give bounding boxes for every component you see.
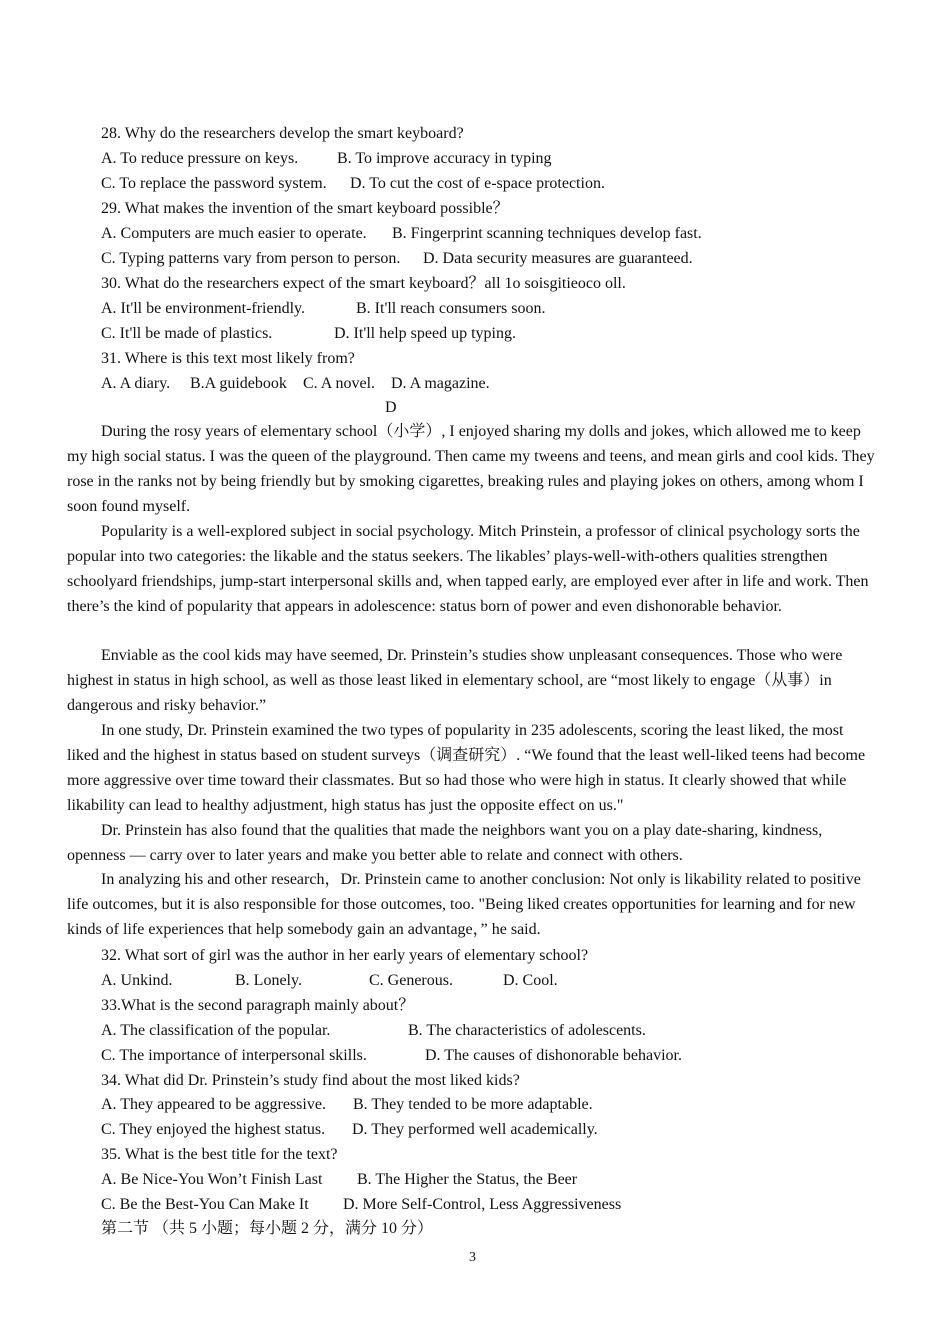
q28-option-d: D. To cut the cost of e-space protection.	[350, 175, 605, 192]
question-30-options-cd	[101, 324, 516, 344]
q29-option-d: D. Data security measures are guaranteed.	[423, 250, 693, 267]
q28-option-a: A. To reduce pressure on keys.	[101, 150, 299, 167]
q30-option-b: B. It'll reach consumers soon.	[356, 300, 546, 317]
q34-option-d: D. They performed well academically.	[352, 1121, 598, 1138]
question-29-options-ab	[101, 224, 702, 244]
q30-option-d: D. It'll help speed up typing.	[334, 325, 516, 342]
q32-option-a: A. Unkind.	[101, 972, 173, 989]
section-two-heading: 第二节 （共 5 小题；每小题 2 分，满分 10 分）	[101, 1220, 434, 1237]
question-34-options-cd	[101, 1120, 598, 1140]
q28-option-b: B. To improve accuracy in typing	[337, 150, 552, 167]
q31-option-d: D. A magazine.	[391, 375, 490, 392]
question-29: 29. What makes the invention of the smart keyboard possible？	[101, 200, 509, 217]
question-34-options-ab	[101, 1095, 593, 1115]
q33-option-a: A. The classification of the popular.	[101, 1022, 331, 1039]
question-30-options-ab	[101, 299, 546, 319]
q35-option-d: D. More Self-Control, Less Aggressiveness	[343, 1196, 622, 1213]
page-number: 3	[469, 1250, 476, 1265]
question-33-options-cd	[101, 1046, 682, 1066]
q30-option-a: A. It'll be environment-friendly.	[101, 300, 306, 317]
passage-paragraph-4: In one study, Dr. Prinstein examined the two types of popularity in 235 adolescents, scoring the least liked, the most liked and the highest in status based on student surveys（调查研究）. “We found that the least well-liked teens had become more aggressive over time toward their classmates. But so had those who were high in status. It clearly showed that while likability can lead to healthy adjustment, high status has just the opposite effect on us."	[67, 722, 866, 814]
q29-option-b: B. Fingerprint scanning techniques develop fast.	[392, 225, 702, 242]
q32-option-b: B. Lonely.	[235, 972, 302, 989]
q29-option-c: C. Typing patterns vary from person to person.	[101, 250, 401, 267]
section-letter: D	[385, 399, 397, 416]
question-31: 31. Where is this text most likely from?	[101, 350, 355, 367]
passage-paragraph-1: During the rosy years of elementary school（小学）, I enjoyed sharing my dolls and jokes, which allowed me to keep my high social status. I was the queen of the playground. Then came my tweens and teens, and mean girls and cool kids. They rose in the ranks not by being friendly but by smoking cigarettes, breaking rules and playing jokes on others, among whom I soon found myself.	[67, 423, 875, 515]
question-33-options-ab	[101, 1021, 646, 1041]
passage-paragraph-2: Popularity is a well-explored subject in social psychology. Mitch Prinstein, a professor of clinical psychology sorts the popular into two categories: the likable and the status seekers. The likables’ plays-well-with-others qualities strengthen schoolyard friendships, jump-start interpersonal skills and, when tapped early, are employed ever after in life and work. Then there’s the kind of popularity that appears in adolescence: status born of power and even dishonorable behavior.	[67, 523, 869, 615]
q35-option-b: B. The Higher the Status, the Beer	[357, 1171, 578, 1188]
q33-option-c: C. The importance of interpersonal skills.	[101, 1047, 367, 1064]
question-30: 30. What do the researchers expect of the smart keyboard？all 1o soisgitieoco oll.	[101, 275, 626, 292]
q34-option-c: C. They enjoyed the highest status.	[101, 1121, 326, 1138]
q35-option-a: A. Be Nice-You Won’t Finish Last	[101, 1171, 323, 1188]
q28-option-c: C. To replace the password system.	[101, 175, 327, 192]
q31-option-c: C. A novel.	[303, 375, 376, 392]
q35-option-c: C. Be the Best-You Can Make It	[101, 1196, 309, 1213]
q34-option-b: B. They tended to be more adaptable.	[353, 1096, 593, 1113]
q30-option-c: C. It'll be made of plastics.	[101, 325, 273, 342]
passage-paragraph-5: Dr. Prinstein has also found that the qualities that made the neighbors want you on a play date-sharing, kindness, openness — carry over to later years and make you better able to relate and connect with others.	[67, 822, 823, 864]
passage-paragraph-6: In analyzing his and other research，Dr. Prinstein came to another conclusion: Not only is likability related to positive life outcomes, but it is also responsible for those outcomes, too. "Being liked creates opportunities for learning and for new kinds of life experiences that help somebody gain an advantage，” he said.	[67, 871, 861, 938]
q31-option-a: A. A diary.	[101, 375, 171, 392]
passage-paragraph-3: Enviable as the cool kids may have seemed, Dr. Prinstein’s studies show unpleasant consequences. Those who were highest in status in high school, as well as those least liked in elementary school, are “most likely to engage（从事）in dangerous and risky behavior.”	[67, 647, 843, 714]
question-32-options	[101, 971, 558, 991]
q29-option-a: A. Computers are much easier to operate.	[101, 225, 367, 242]
question-28-options-ab	[101, 149, 552, 169]
q34-option-a: A. They appeared to be aggressive.	[101, 1096, 326, 1113]
question-35-options-ab	[101, 1170, 577, 1190]
question-35-options-cd	[101, 1195, 621, 1215]
question-32: 32. What sort of girl was the author in her early years of elementary school?	[101, 947, 589, 964]
question-29-options-cd	[101, 249, 693, 269]
q31-option-b: B.A guidebook	[190, 375, 287, 392]
q32-option-c: C. Generous.	[369, 972, 453, 989]
question-28: 28. Why do the researchers develop the smart keyboard?	[101, 125, 464, 142]
q33-option-b: B. The characteristics of adolescents.	[408, 1022, 646, 1039]
question-35: 35. What is the best title for the text?	[101, 1146, 338, 1163]
question-34: 34. What did Dr. Prinstein’s study find about the most liked kids?	[101, 1072, 520, 1089]
question-33: 33.What is the second paragraph mainly about？	[101, 997, 415, 1014]
q33-option-d: D. The causes of dishonorable behavior.	[425, 1047, 682, 1064]
q32-option-d: D. Cool.	[503, 972, 558, 989]
question-28-options-cd	[101, 174, 605, 194]
question-31-options	[101, 374, 490, 394]
